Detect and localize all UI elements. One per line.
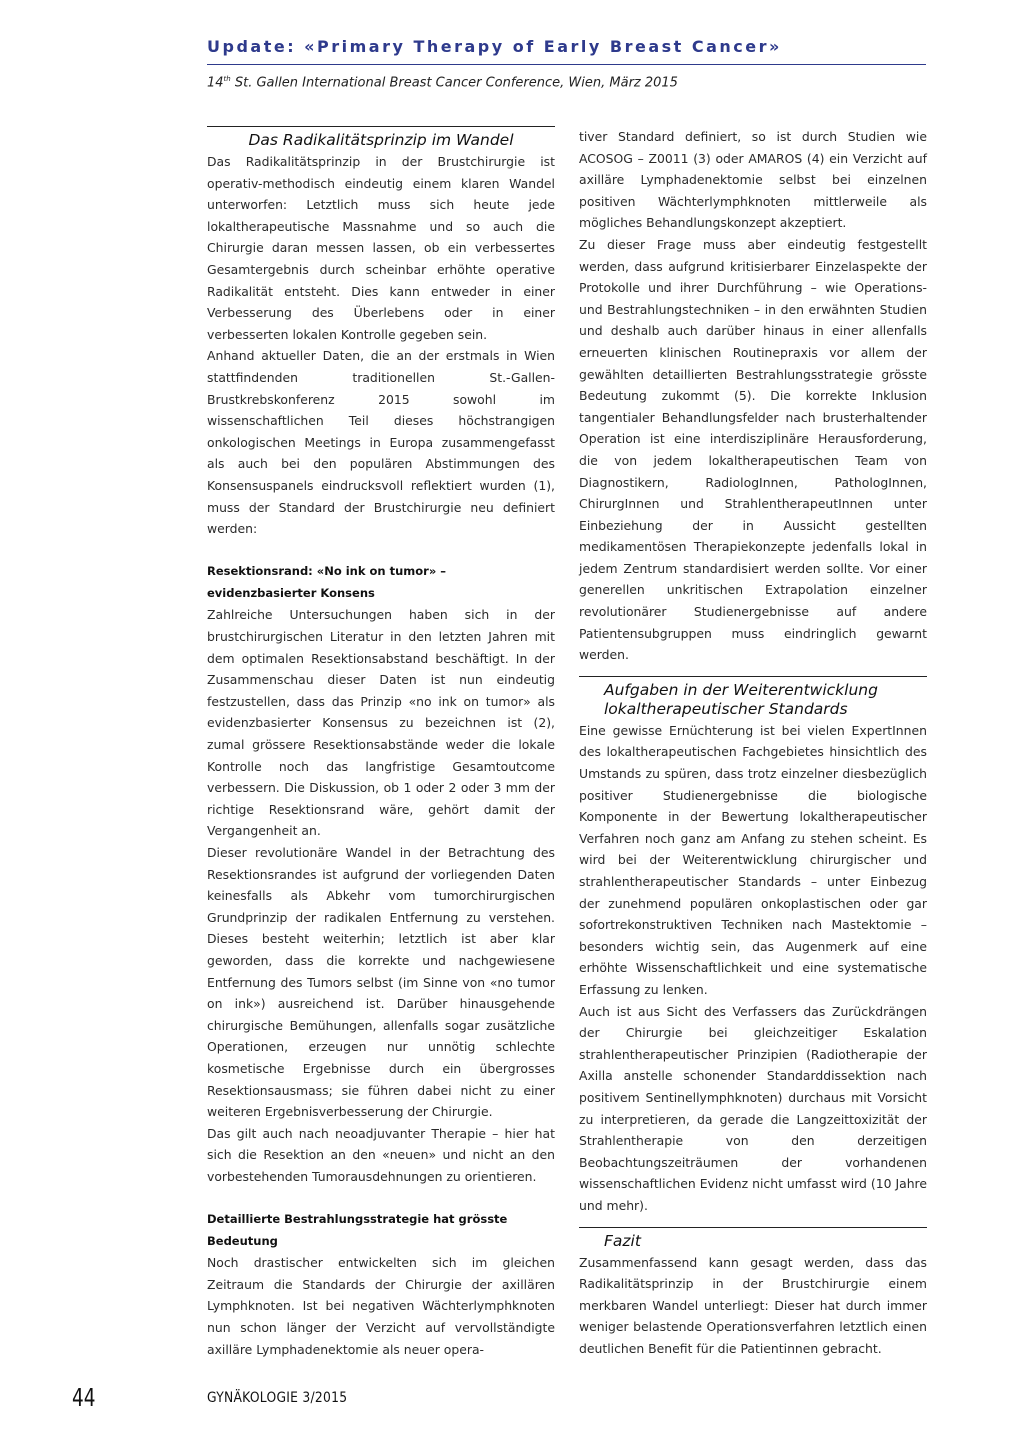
section-heading-aufgaben xyxy=(579,681,927,719)
subtitle-superscript: th xyxy=(223,75,231,83)
page-number: 44 xyxy=(72,1383,96,1412)
subtitle-number: 14 xyxy=(207,75,224,91)
paragraph: tiver Standard definiert, so ist durch Studien wie ACOSOG – Z0011 (3) oder AMAROS (4) ein Verzicht auf axilläre Lymphadenektomie selbst bei einzelnen positiven Wächterlymphknoten mittlerweile als mögliches Behandlungskonzept akzeptiert. xyxy=(579,129,927,231)
right-column xyxy=(579,126,927,1359)
paragraph: Zahlreiche Untersuchungen haben sich in der brustchirurgischen Literatur in den letzten Jahren mit dem optimalen Resektionsabstand beschäftigt. In der Zusammenschau dieser Daten ist nun eindeutig festzustellen, dass das Prinzip «no ink on tumor» als evidenzbasierter Konsensus zu bezeichnen ist (2), zumal grössere Resektionsabstände weder die lokale Kontrolle noch das langfristige Gesamtoutcome verbessern. Die Diskussion, ob 1 oder 2 oder 3 mm der richtige Resektionsrand wäre, gehört damit der Vergangenheit an. xyxy=(207,607,555,839)
paragraph: Das Radikalitätsprinzip in der Brustchirurgie ist operativ-methodisch eindeutig einem klaren Wandel unterworfen: Letztlich muss sich heute jede lokaltherapeutische Massnahme und so auch die Chirurgie daran messen lassen, ob ein verbessertes Gesamtergebnis durch scheinbar erhöhte operative Radikalität entsteht. Dies kann entweder in einer Verbesserung des Überlebens oder in einer verbesserten lokalen Kontrolle gegeben sein. xyxy=(207,154,555,342)
section-heading-fazit: Fazit xyxy=(604,1231,641,1250)
journal-footer: GYNÄKOLOGIE 3/2015 xyxy=(207,1390,348,1406)
paragraph: Zu dieser Frage muss aber eindeutig festgestellt werden, dass aufgrund kritisierbarer Einzelaspekte der Protokolle und ihrer Durchführung – wie Operations- und Bestrahlungstechniken – in den erwähnten Studien und deshalb auch darüber hinaus in einer allenfalls erneuerten klinischen Routinepraxis vor allem der gewählten detaillierten Bestrahlungsstrategie grösste Bedeutung zukommt (5). Die korrekte Inklusion tangentialer Behandlungsfelder nach brusterhaltender Operation ist eine interdisziplinäre Herausforderung, die von jedem lokaltherapeutischen Team von Diagnostikern, RadiologInnen, PathologInnen, ChirurgInnen und StrahlentherapeutInnen unter Einbeziehung der in Aussicht gestellten medikamentösen Therapiekonzepte jedenfalls lokal in jedem Zentrum standardisiert werden sollte. Vor einer generellen unkritischen Extrapolation einzelner revolutionärer Studienergebnisse auf andere Patientensubgruppen muss eindringlich gewarnt werden. xyxy=(579,236,927,663)
series-title: Update: «Primary Therapy of Early Breast Cancer» xyxy=(207,37,782,56)
paragraph: Auch ist aus Sicht des Verfassers das Zurückdrängen der Chirurgie bei gleichzeitiger Eskalation strahlentherapeutischer Prinzipien (Radiotherapie der Axilla anstelle schonender Standarddissektion nach positivem Sentinellymphknoten) durchaus mit Vorsicht zu interpretieren, da gerade die Langzeittoxizität der Strahlentherapie von den derzeitigen Beobachtungszeiträumen der vorhandenen wissenschaftlichen Evidenz nicht umfasst wird (10 Jahre und mehr). xyxy=(579,1003,927,1213)
running-header xyxy=(207,36,926,92)
paragraph: Eine gewisse Ernüchterung ist bei vielen ExpertInnen des lokaltherapeutischen Fachgebietes hinsichtlich des Umstands zu spüren, dass trotz einzelner diesbezüglich positiver Studienergebnisse die biologische Komponente in der Bewertung lokaltherapeutischer Verfahren noch ganz am Anfang zu stehen scheint. Es wird bei der Weiterentwicklung chirurgischer und strahlentherapeutischer Standards – unter Einbezug der zunehmend populären onkoplastischen oder gar sofortrekonstruktiven Techniken nach Mastektomie – besonders wichtig sein, das Augenmerk auf eine erhöhte Wissenschaftlichkeit und eine systematische Erfassung zu lenken. xyxy=(579,722,927,997)
subheading-line: Resektionsrand: «No ink on tumor» – xyxy=(207,564,447,579)
section-rule xyxy=(579,1227,927,1228)
heading-line: lokaltherapeutischer Standards xyxy=(604,699,848,718)
section-rule xyxy=(579,676,927,677)
section-rule xyxy=(207,126,555,127)
subtitle-text: St. Gallen International Breast Cancer Conference, Wien, März 2015 xyxy=(230,75,678,91)
paragraph: Dieser revolutionäre Wandel in der Betrachtung des Resektionsrandes ist aufgrund der vorliegenden Daten keinesfalls als Abkehr vom tumorchirurgischen Grundprinzip der radikalen Entfernung zu verstehen. Dieses besteht weiterhin; letztlich ist aber klar geworden, dass die korrekte und nachgewiesene Entfernung des Tumors selbst (im Sinne von «no tumor on ink») ausreichend ist. Darüber hinausgehende chirurgische Bemühungen, allenfalls sogar zusätzliche Operationen, erzeugen nur unnötig schlechte kosmetische Ergebnisse durch ein übergrosses Resektionsausmass; sie führen dabei nicht zu einer weiteren Ergebnisverbesserung der Chirurgie. xyxy=(207,845,555,1120)
paragraph: Das gilt auch nach neoadjuvanter Therapie – hier hat sich die Resektion an den «neuen» und nicht an den vorbestehenden Tumorausdehnungen zu orientieren. xyxy=(207,1125,555,1184)
subheading-line: Bedeutung xyxy=(207,1233,278,1248)
conference-subtitle xyxy=(207,70,926,92)
spacer xyxy=(579,666,927,676)
paragraph: Anhand aktueller Daten, die an der erstmals in Wien stattfindenden traditionellen St.-Gallen-Brustkrebskonferenz 2015 sowohl im wissenschaftlichen Teil dieses höchstrangigen onkologischen Meetings in Europa zusammengefasst als auch bei den populären Abstimmungen des Konsensuspanels eindrucksvoll reflektiert wurden (1), muss der Standard der Brustchirurgie neu definiert werden: xyxy=(207,348,555,537)
section-heading-radikalitaet: Das Radikalitätsprinzip im Wandel xyxy=(248,131,514,149)
subheading-line: Detaillierte Bestrahlungsstrategie hat grösste xyxy=(207,1212,508,1227)
header-rule xyxy=(207,64,926,65)
heading-line: Aufgaben in der Weiterentwicklung xyxy=(604,680,878,699)
spacer xyxy=(579,1217,927,1227)
left-column xyxy=(207,126,555,1360)
subheading-resektionsrand xyxy=(207,561,555,604)
subheading-bestrahlungsstrategie xyxy=(207,1209,555,1252)
subheading-line: evidenzbasierter Konsens xyxy=(207,585,375,600)
paragraph: Noch drastischer entwickelten sich im gleichen Zeitraum die Standards der Chirurgie der axillären Lymphknoten. Ist bei negativen Wächterlymphknoten nun schon länger der Verzicht auf vervollständigte axilläre Lymphadenektomie als neuer opera- xyxy=(207,1255,555,1357)
paragraph: Zusammenfassend kann gesagt werden, dass das Radikalitätsprinzip in der Brustchirurgie einem merkbaren Wandel unterliegt: Dieser hat durch immer weniger belastende Operationsverfahren letztlich einen deutlichen Benefit für die Patientinnen gebracht. xyxy=(579,1254,927,1356)
